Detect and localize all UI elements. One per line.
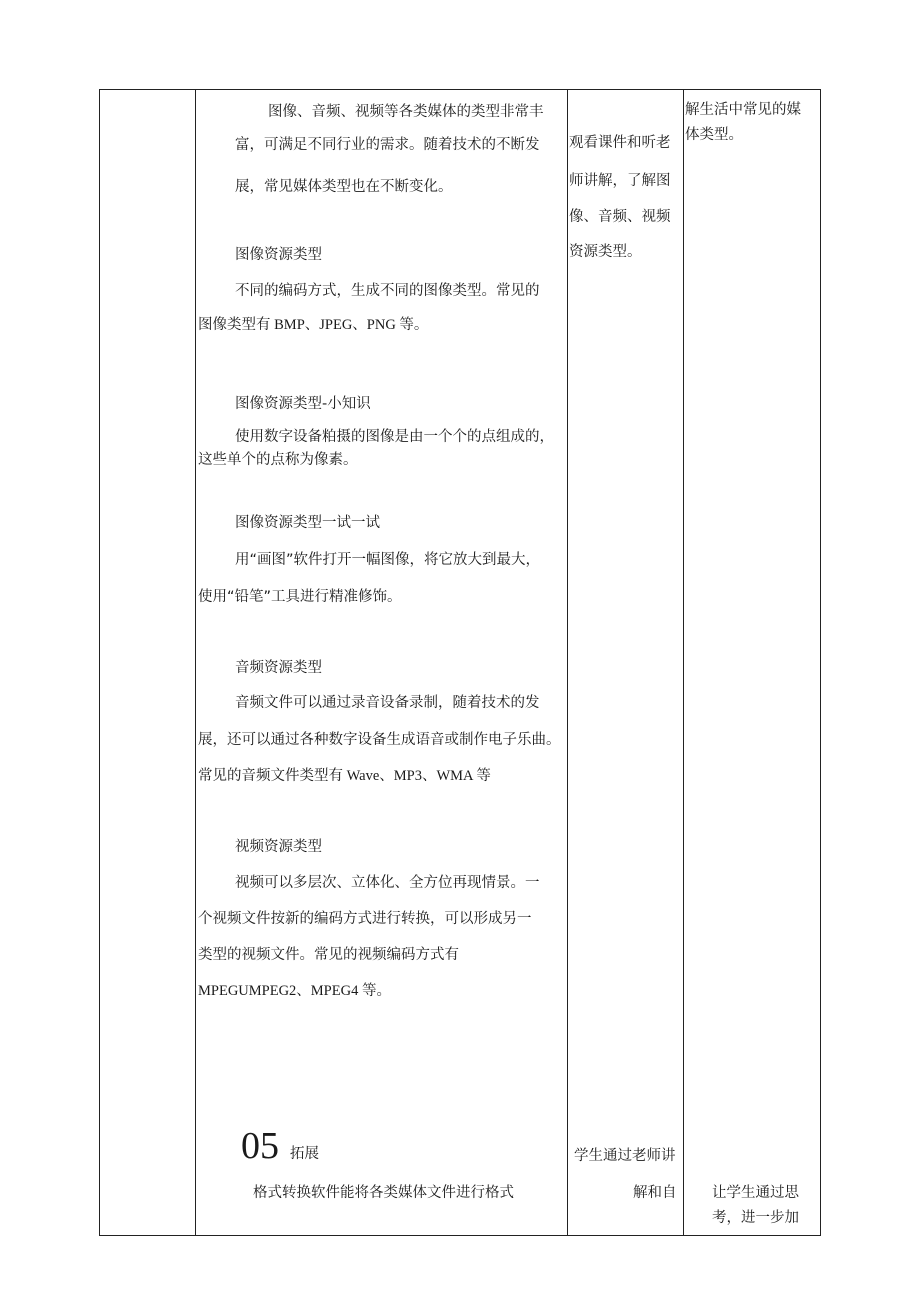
section-heading: 音频资源类型 <box>235 660 322 676</box>
section-heading: 图像资源类型-小知识 <box>235 396 371 412</box>
extension-line: 格式转换软件能将各类媒体文件进行格式 <box>253 1185 514 1201</box>
section-heading: 图像资源类型 <box>235 247 322 263</box>
section-line: 常见的音频文件类型有 Wave、MP3、WMA 等 <box>198 768 491 784</box>
column-divider <box>567 90 568 1235</box>
section-heading: 图像资源类型一试一试 <box>235 515 380 531</box>
student-line: 观看课件和听老 <box>569 135 671 151</box>
intro-line: 图像、音频、视频等各类媒体的类型非常丰 <box>268 104 544 120</box>
section-line: 视频可以多层次、立体化、全方位再现情景。一 <box>235 875 540 891</box>
section-line: 使用“铅笔”工具进行精准修饰。 <box>198 589 402 605</box>
intro-line: 展，常见媒体类型也在不断变化。 <box>235 179 453 195</box>
student-line: 像、音频、视频 <box>569 209 671 225</box>
intro-line: 富，可满足不同行业的需求。随着技术的不断发 <box>235 137 540 153</box>
intent-line: 考，进一步加 <box>712 1210 799 1226</box>
intent-line: 解生活中常见的媒 <box>685 102 801 118</box>
section-line: 不同的编码方式，生成不同的图像类型。常见的 <box>235 283 540 299</box>
extension-title: 拓展 <box>290 1146 319 1162</box>
section-line: 类型的视频文件。常见的视频编码方式有 <box>198 947 459 963</box>
section-line: 展，还可以通过各种数字设备生成语音或制作电子乐曲。 <box>198 732 561 748</box>
student-line: 学生通过老师讲 <box>574 1148 676 1164</box>
column-divider <box>683 90 684 1235</box>
student-line: 资源类型。 <box>569 244 642 260</box>
student-line: 解和自 <box>633 1185 677 1201</box>
column-divider <box>195 90 196 1235</box>
intent-line: 体类型。 <box>685 127 743 143</box>
section-heading: 视频资源类型 <box>235 839 322 855</box>
intent-line: 让学生通过思 <box>712 1185 799 1201</box>
section-line: 这些单个的点称为像素。 <box>198 452 358 468</box>
section-line: 音频文件可以通过录音设备录制，随着技术的发 <box>235 695 540 711</box>
section-line: 图像类型有 BMP、JPEG、PNG 等。 <box>198 317 429 333</box>
section-line: 个视频文件按新的编码方式进行转换，可以形成另一 <box>198 911 532 927</box>
extension-number: 05 <box>241 1125 279 1167</box>
section-line: MPEGUMPEG2、MPEG4 等。 <box>198 983 391 999</box>
section-line: 使用数字设备粕摄的图像是由一个个的点组成的， <box>235 429 554 445</box>
student-line: 师讲解，了解图 <box>569 173 671 189</box>
section-line: 用“画图”软件打开一幅图像，将它放大到最大， <box>235 552 541 568</box>
lesson-table <box>99 89 821 1236</box>
